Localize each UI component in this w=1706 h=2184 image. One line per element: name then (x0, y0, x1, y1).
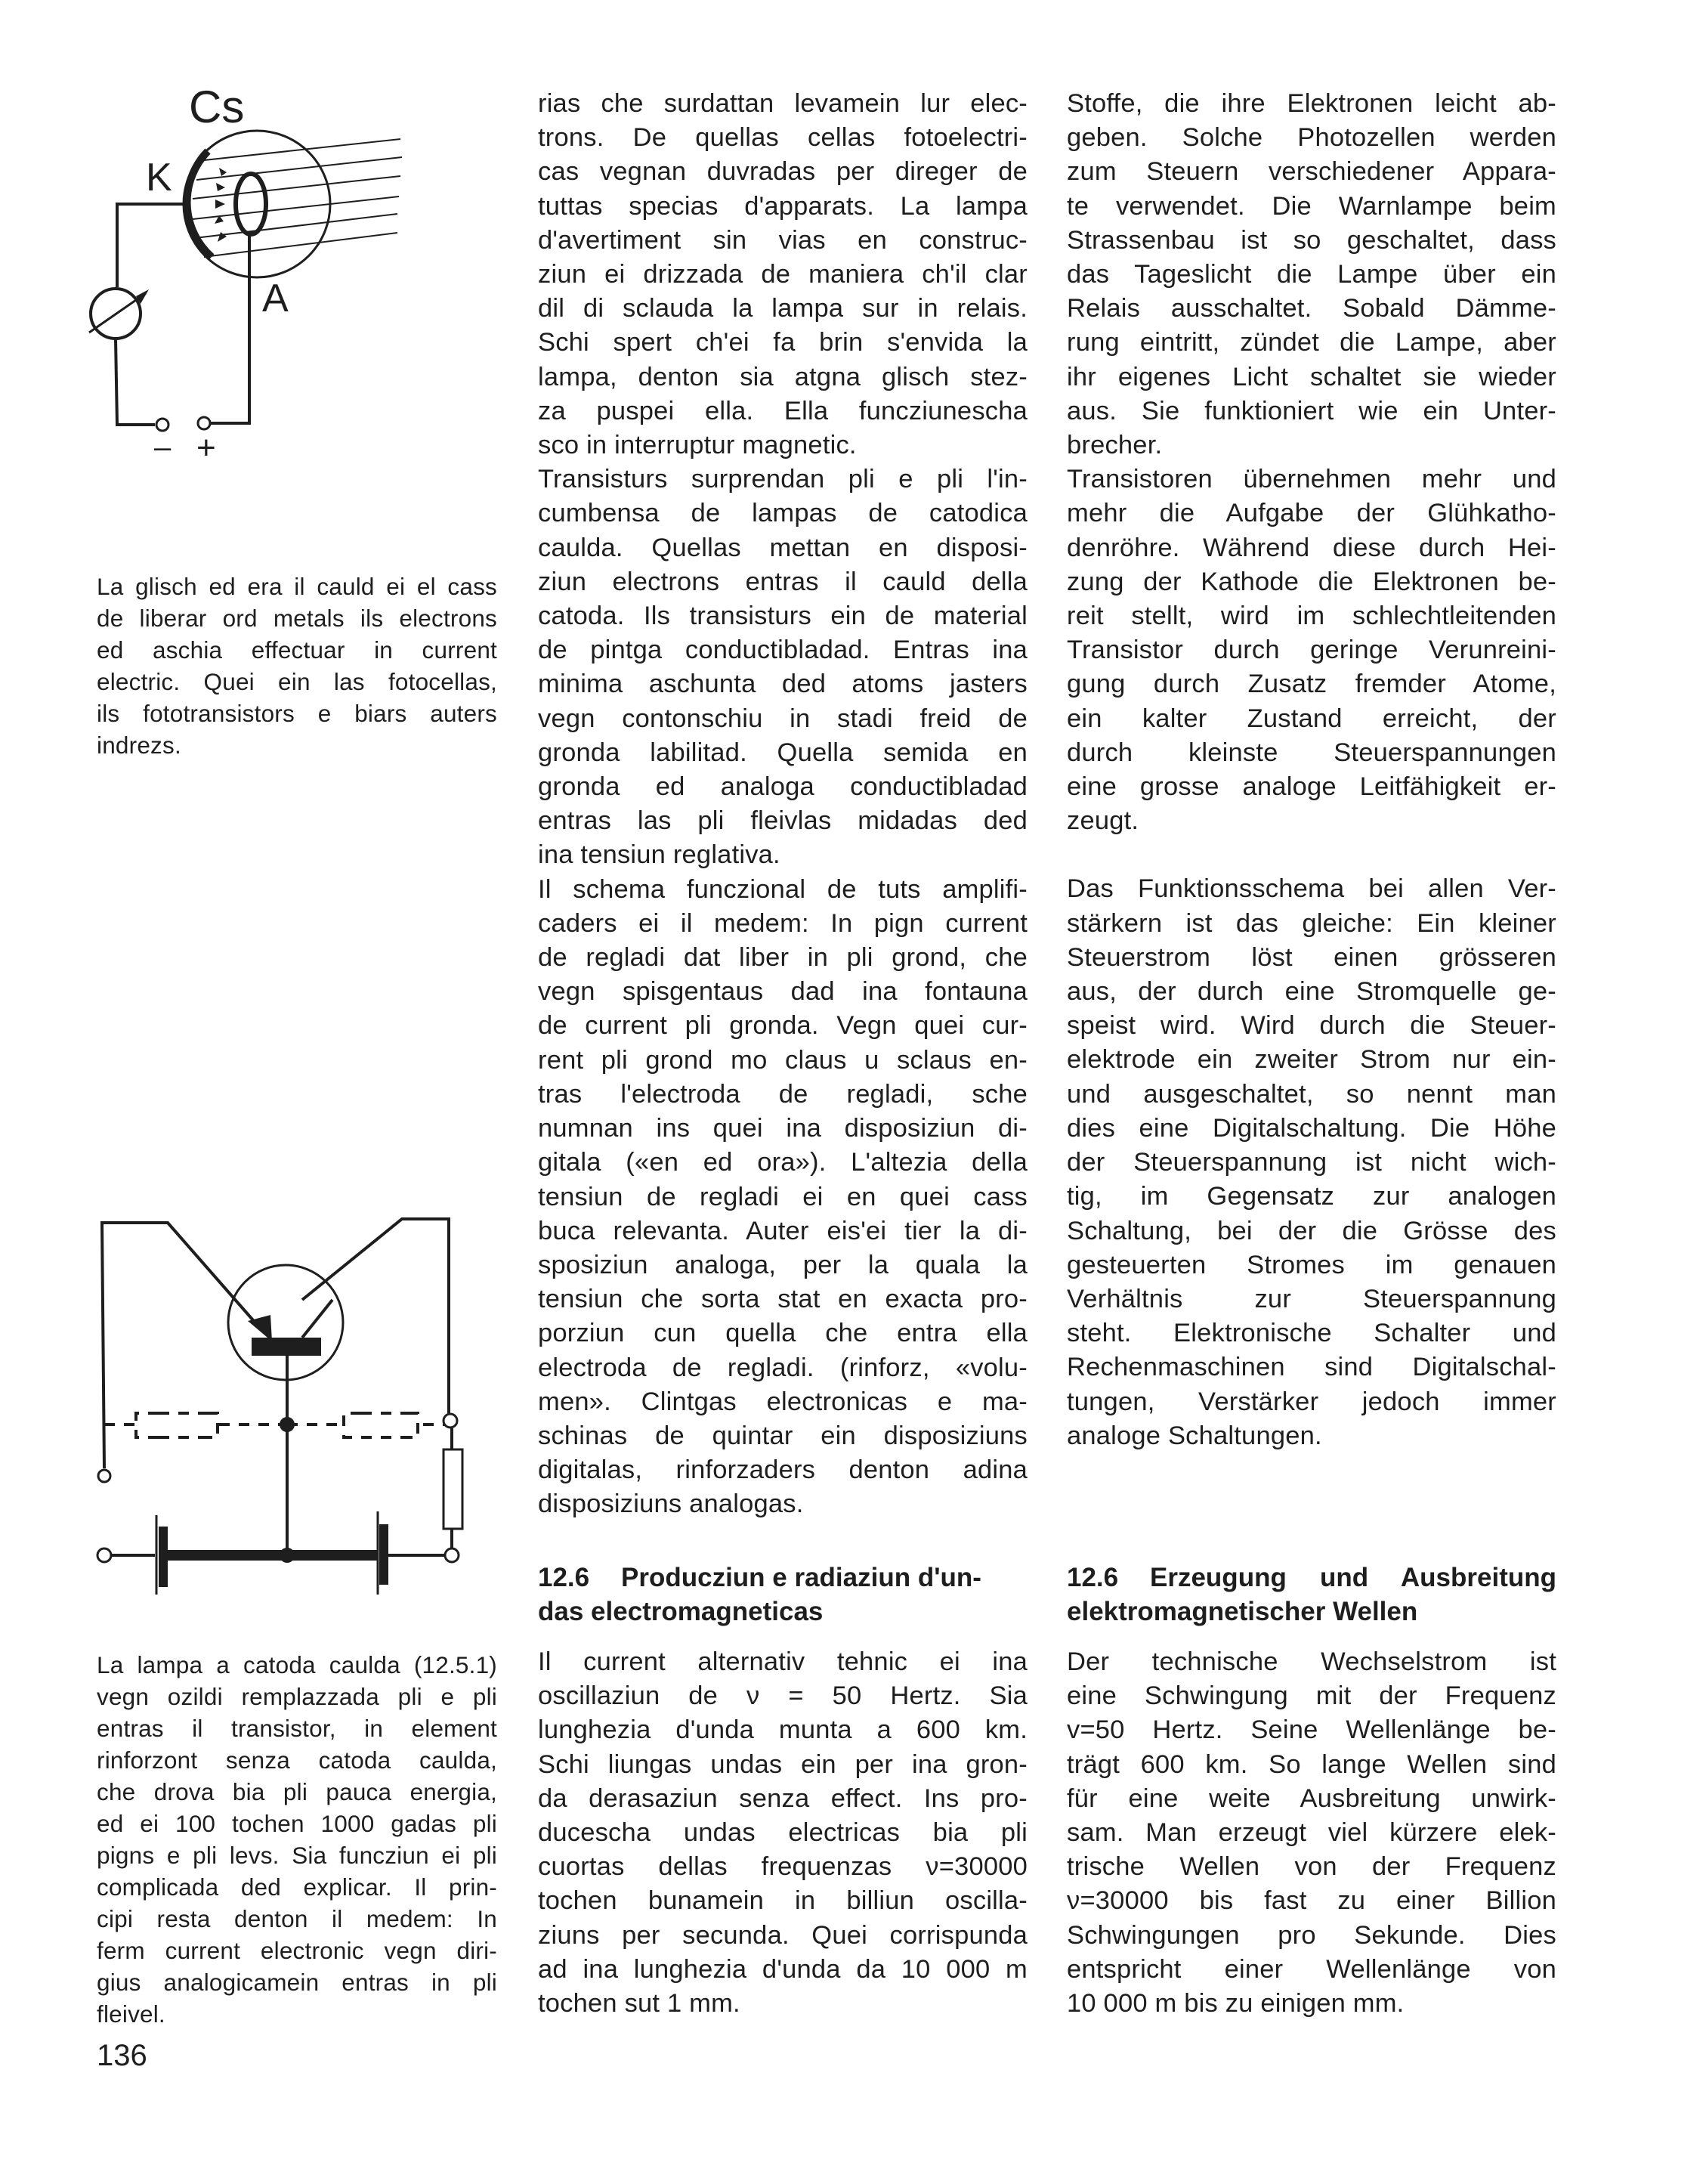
text-line: stärkern ist das gleiche: Ein kleiner (1067, 908, 1556, 938)
text-line: Il current alternativ tehnic ei ina (538, 1647, 1028, 1676)
text-line: ν=30000 bis fast zu einer Billion (1067, 1886, 1556, 1916)
text-line: Transistoren übernehmen mehr und (1067, 465, 1556, 494)
text-line: schinas de quintar ein disposiziuns (538, 1421, 1028, 1450)
text-line: gitala («en ed ora»). L'altezia della (538, 1148, 1028, 1177)
text-line: zung der Kathode die Elektronen be- (1067, 567, 1556, 596)
romansh-section-heading (538, 1561, 1028, 1629)
text-line: dies eine Digitalschaltung. Die Höhe (1067, 1113, 1556, 1143)
text-line: d'avertiment sin vias en construc- (538, 225, 1028, 255)
text-line: oscillaziun de ν = 50 Hertz. Sia (538, 1681, 1028, 1711)
text-line: dil di sclauda la lampa sur in relais. (538, 294, 1028, 323)
section-title-line-2: elektromagnetischer Wellen (1067, 1597, 1418, 1626)
text-line: ziuns per secunda. Quei corrispunda (538, 1920, 1028, 1950)
german-paragraph-1 (1067, 87, 1556, 462)
romansh-paragraph-3 (538, 873, 1028, 1522)
text-line: speist wird. Wird durch die Steuer- (1067, 1011, 1556, 1041)
text-line: men». Clintgas electronicas e ma- (538, 1387, 1028, 1416)
text-line: zeugt. (1067, 806, 1139, 836)
text-line: tuttas specias d'apparats. La lampa (538, 191, 1028, 221)
label-cesium: Cs (189, 82, 245, 132)
text-line: ihr eigenes Licht schaltet sie wieder (1067, 362, 1556, 391)
text-line: elektrode ein zweiter Strom nur ein- (1067, 1045, 1556, 1075)
label-minus: – (154, 431, 172, 464)
caption-line: electric. Quei ein las fotocellas, (97, 668, 497, 695)
german-paragraph-4 (1067, 1645, 1556, 2021)
text-line: trons. De quellas cellas fotoelectri- (538, 123, 1028, 153)
text-line: electroda de regladi. (rinforz, «volu- (538, 1353, 1028, 1382)
text-line: aus. Sie funktioniert wie ein Unter- (1067, 396, 1556, 425)
text-line: disposiziuns analogas. (538, 1490, 804, 1519)
text-line: Steuerstrom löst einen grösseren (1067, 942, 1556, 972)
caption-line: che drova bia pli pauca energia, (97, 1778, 497, 1805)
german-section-heading (1067, 1561, 1556, 1629)
text-line: entras las pli fleivlas midadas ded (538, 806, 1028, 836)
text-line: brecher. (1067, 431, 1163, 460)
text-line: zum Steuern verschiedener Appara- (1067, 157, 1556, 187)
text-line: cumbensa de lampas de catodica (538, 499, 1028, 528)
text-line: ducescha undas electricas bia pli (538, 1818, 1028, 1848)
transistor-circuit-diagram (83, 1194, 506, 1602)
section-title-line-2: das electromagneticas (538, 1597, 824, 1626)
text-line: de current pli gronda. Vegn quei cur- (538, 1011, 1028, 1041)
text-line: aus, der durch eine Stromquelle ge- (1067, 977, 1556, 1007)
caption-line: ferm current electronic vegn diri- (97, 1937, 497, 1964)
text-line: tig, im Gegensatz zur analogen (1067, 1182, 1556, 1211)
text-line: buca relevanta. Auter eis'ei tier la di- (538, 1216, 1028, 1245)
text-line: vegn contonschiu in stadi freid de (538, 704, 1028, 733)
photocell-caption (97, 571, 497, 761)
label-cathode: K (146, 156, 172, 200)
text-line: Schaltung, bei der die Grösse des (1067, 1216, 1556, 1245)
text-line: der Steuerspannung ist nicht wich- (1067, 1148, 1556, 1177)
text-line: und ausgeschaltet, so nennt man (1067, 1079, 1556, 1109)
romansh-paragraph-4 (538, 1645, 1028, 2021)
text-line: Rechenmaschinen sind Digitalschal- (1067, 1353, 1556, 1382)
text-line: reit stellt, wird im schlechtleitenden (1067, 602, 1556, 631)
text-line: Schi spert ch'ei fa brin s'envida la (538, 328, 1028, 357)
page-number: 136 (97, 2039, 147, 2072)
romansh-column (538, 87, 1028, 1522)
text-line: analoge Schaltungen. (1067, 1421, 1322, 1450)
text-line: gung durch Zusatz fremder Atome, (1067, 670, 1556, 699)
text-line: ziun electrons entras il cauld della (538, 567, 1028, 596)
text-line: Der technische Wechselstrom ist (1067, 1647, 1556, 1676)
text-line: v=50 Hertz. Seine Wellenlänge be- (1067, 1715, 1556, 1745)
caption-line: rinforzont senza catoda caulda, (97, 1746, 497, 1774)
text-line: de pintga conductibladad. Entras ina (538, 636, 1028, 665)
text-line: gronda ed analoga conductibladad (538, 772, 1028, 802)
text-line: cas vegnan duvradas per direger de (538, 157, 1028, 187)
text-line: tochen bunamein in billiun oscilla- (538, 1886, 1028, 1916)
text-line: minima aschunta ded atoms jasters (538, 670, 1028, 699)
caption-line: de liberar ord metals ils electrons (97, 605, 497, 632)
text-line: catoda. Ils transisturs ein de material (538, 602, 1028, 631)
text-line: ein kalter Zustand erreicht, der (1067, 704, 1556, 733)
text-line: Il schema funczional de tuts amplifi- (538, 874, 1028, 904)
text-line: cuortas dellas frequenzas ν=30000 (538, 1852, 1028, 1882)
section-title-line-1: Erzeugung und Ausbreitung (1150, 1563, 1556, 1592)
text-line: gesteuerten Stromes im genauen (1067, 1250, 1556, 1279)
text-line: tras l'electroda de regladi, sche (538, 1079, 1028, 1109)
text-line: Schi liungas undas ein per ina gron- (538, 1749, 1028, 1779)
german-paragraph-2 (1067, 462, 1556, 838)
text-line: rias che surdattan levamein lur elec- (538, 89, 1028, 118)
text-line: te verwendet. Die Warnlampe beim (1067, 191, 1556, 221)
german-column (1067, 87, 1556, 1453)
text-line: durch kleinste Steuerspannungen (1067, 738, 1556, 767)
text-line: eine grosse analoge Leitfähigkeit er- (1067, 772, 1556, 802)
text-line: porziun cun quella che entra ella (538, 1319, 1028, 1348)
text-line: eine Schwingung mit der Frequenz (1067, 1681, 1556, 1711)
text-line: caulda. Quellas mettan en disposi- (538, 533, 1028, 562)
text-line: sposiziun analoga, per la quala la (538, 1250, 1028, 1279)
text-line: 10 000 m bis zu einigen mm. (1067, 1989, 1405, 2018)
caption-line: ed aschia effectuar in current (97, 636, 497, 664)
caption-line: vegn ozildi remplazzada pli e pli (97, 1683, 497, 1710)
caption-line: pigns e pli levs. Sia funcziun ei pli (97, 1842, 497, 1869)
label-plus: + (196, 429, 216, 466)
text-line: Schwingungen pro Sekunde. Dies (1067, 1920, 1556, 1950)
caption-line: indrezs. (97, 732, 181, 759)
text-line: ad ina lunghezia d'unda da 10 000 m (538, 1954, 1028, 1984)
text-line: für eine weite Ausbreitung unwirk- (1067, 1783, 1556, 1813)
label-anode: A (262, 277, 289, 320)
section-number: 12.6 (538, 1563, 590, 1592)
romansh-paragraph-2 (538, 462, 1028, 872)
text-line: sam. Man erzeugt viel kürzere elek- (1067, 1818, 1556, 1848)
text-line: vegn spisgentaus dad ina fontauna (538, 977, 1028, 1007)
text-line: za puspei ella. Ella funcziunescha (538, 396, 1028, 425)
text-line: caders ei il medem: In pign current (538, 908, 1028, 938)
text-line: denröhre. Während diese durch Hei- (1067, 533, 1556, 562)
romansh-paragraph-1 (538, 87, 1028, 462)
text-line: geben. Solche Photozellen werden (1067, 123, 1556, 153)
text-line: Das Funktionsschema bei allen Ver- (1067, 874, 1556, 904)
text-line: Relais ausschaltet. Sobald Dämme- (1067, 294, 1556, 323)
text-line: de regladi dat liber in pli grond, che (538, 943, 1028, 973)
caption-line: entras il transistor, in element (97, 1715, 497, 1742)
text-line: rent pli grond mo claus u sclaus en- (538, 1045, 1028, 1075)
text-line: Verhältnis zur Steuerspannung (1067, 1284, 1556, 1313)
caption-line: ed ei 100 tochen 1000 gadas pli (97, 1810, 497, 1837)
text-line: digitalas, rinforzaders denton adina (538, 1455, 1028, 1485)
text-line: Stoffe, die ihre Elektronen leicht ab- (1067, 89, 1556, 118)
section-title-line-1: Producziun e radiaziun d'un- (621, 1563, 981, 1592)
text-line: steht. Elektronische Schalter und (1067, 1319, 1556, 1348)
caption-line: ils fototransistors e biars auters (97, 700, 497, 727)
text-line: gronda labilitad. Quella semida en (538, 738, 1028, 767)
section-number: 12.6 (1067, 1563, 1119, 1592)
text-line: das Tageslicht die Lampe über ein (1067, 260, 1556, 289)
text-line: ziun ei drizzada de maniera ch'il clar (538, 260, 1028, 289)
caption-line: fleivel. (97, 2000, 165, 2028)
text-line: sco in interruptur magnetic. (538, 431, 857, 460)
photocell-diagram (76, 76, 529, 529)
caption-line: cipi resta denton il medem: In (97, 1905, 497, 1932)
text-line: ina tensiun reglativa. (538, 840, 780, 870)
caption-line: complicada ded explicar. Il prin- (97, 1873, 497, 1901)
text-line: tensiun che sorta stat en exacta pro- (538, 1285, 1028, 1314)
caption-line: La glisch ed era il cauld ei el cass (97, 573, 497, 600)
text-line: tungen, Verstärker jedoch immer (1067, 1387, 1556, 1416)
caption-line: La lampa a catoda caulda (12.5.1) (97, 1651, 497, 1678)
caption-line: gius analogicamein entras in pli (97, 1969, 497, 1996)
text-line: numnan ins quei ina disposiziun di- (538, 1114, 1028, 1143)
text-line: mehr die Aufgabe der Glühkatho- (1067, 499, 1556, 528)
text-line: rung eintritt, zündet die Lampe, aber (1067, 328, 1556, 357)
text-line: Strassenbau ist so geschaltet, dass (1067, 225, 1556, 255)
german-paragraph-3 (1067, 872, 1556, 1452)
text-line: trägt 600 km. So lange Wellen sind (1067, 1749, 1556, 1779)
text-line: lunghezia d'unda munta a 600 km. (538, 1715, 1028, 1745)
text-line: trische Wellen von der Frequenz (1067, 1852, 1556, 1882)
text-line: entspricht einer Wellenlänge von (1067, 1954, 1556, 1984)
text-line: da derasaziun senza effect. Ins pro- (538, 1783, 1028, 1813)
transistor-caption (97, 1649, 497, 2030)
text-line: tochen sut 1 mm. (538, 1989, 740, 2018)
text-line: lampa, denton sia atgna glisch stez- (538, 362, 1028, 391)
text-line: Transistor durch geringe Verunreini- (1067, 636, 1556, 665)
text-line: tensiun de regladi ei en quei cass (538, 1182, 1028, 1211)
text-line: Transisturs surprendan pli e pli l'in- (538, 465, 1028, 494)
